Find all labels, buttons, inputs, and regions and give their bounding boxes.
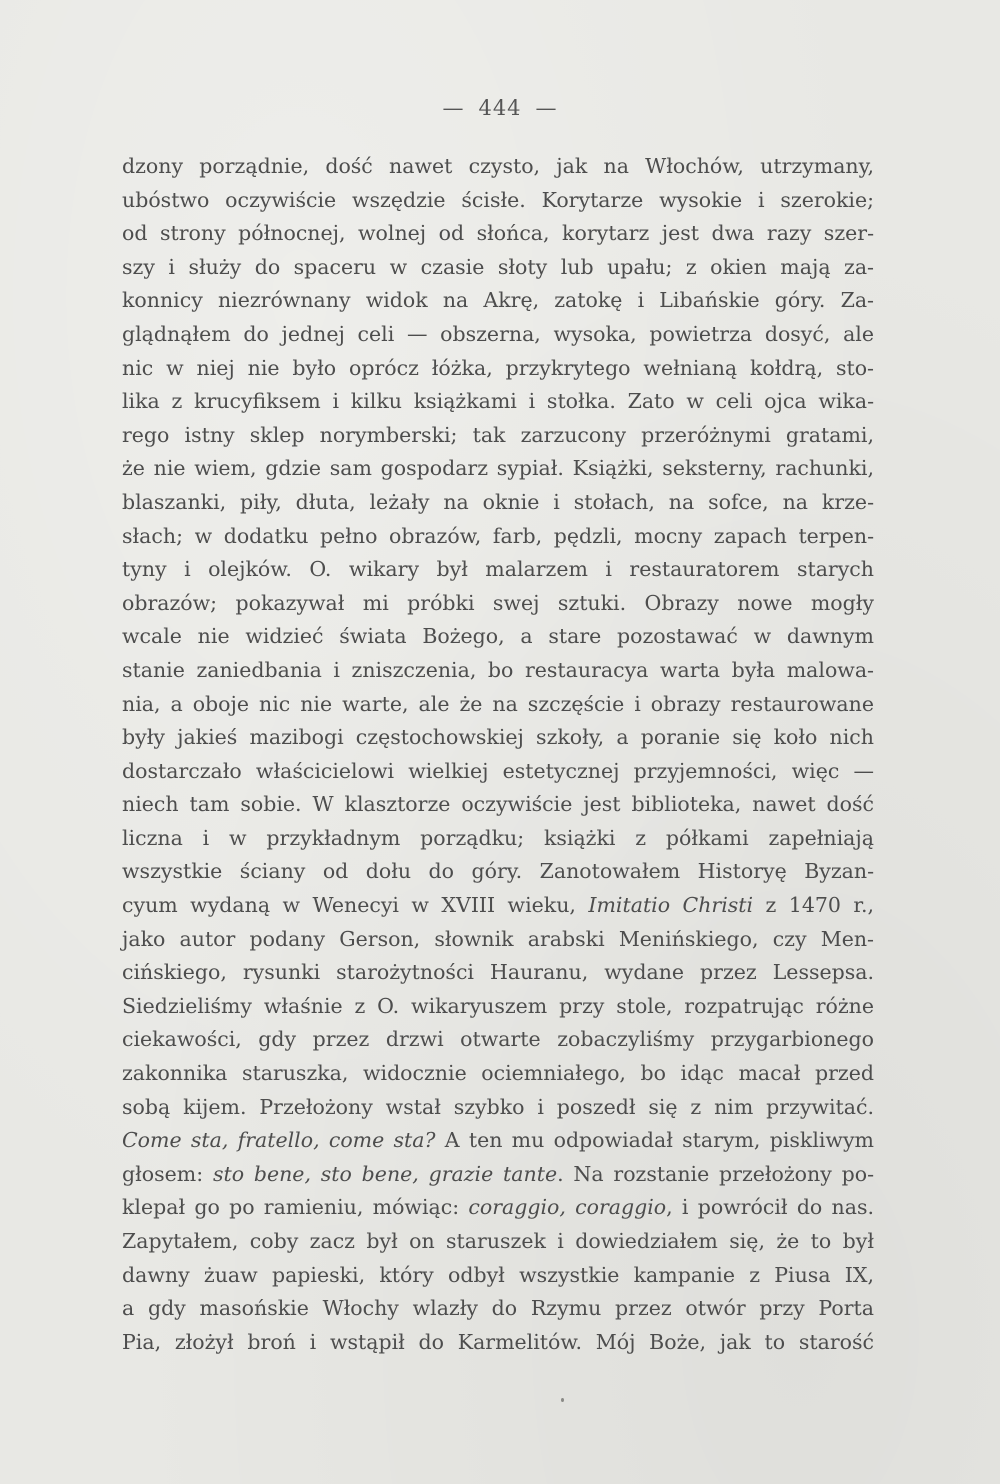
text-line: dawny żuaw papieski, który odbył wszystkie kampanie z Piusa IX, xyxy=(122,1262,874,1287)
text-line: nic w niej nie było oprócz łóżka, przykrytego wełnianą kołdrą, sto- xyxy=(122,355,874,380)
text-line: wszystkie ściany od dołu do góry. Zanotowałem Historyę Byzan- xyxy=(122,859,874,884)
text-line: ciekawości, gdy przez drzwi otwarte zobaczyliśmy przygarbionego xyxy=(122,1027,874,1052)
text-line: glądnąłem do jednej celi — obszerna, wysoka, powietrza dosyć, ale xyxy=(122,321,874,346)
text-line: obrazów; pokazywał mi próbki swej sztuki. Obrazy nowe mogły xyxy=(122,590,874,615)
page-number-dash-right: — xyxy=(535,96,558,120)
text-line: były jakieś mazibogi częstochowskiej szkoły, a poranie się koło nich xyxy=(122,725,874,750)
text-line: blaszanki, piły, dłuta, leżały na oknie i stołach, na sofce, na krze- xyxy=(122,489,874,514)
text-line: cińskiego, rysunki starożytności Hauranu, wydane przez Lessepsa. xyxy=(122,960,874,985)
text-line: Zapytałem, coby zacz był on staruszek i dowiedziałem się, że to był xyxy=(122,1229,874,1253)
text-line: niech tam sobie. W klasztorze oczywiście jest biblioteka, nawet dość xyxy=(122,792,874,817)
text-line: lika z krucyfiksem i kilku książkami i stołka. Zato w celi ojca wika- xyxy=(122,389,874,414)
text-line: dostarczało właścicielowi wielkiej estetycznej przyjemności, więc — xyxy=(122,758,874,783)
text-line: konnicy niezrównany widok na Akrę, zatokę i Libańskie góry. Za- xyxy=(122,288,874,313)
body-text xyxy=(122,150,874,1359)
text-line: jako autor podany Gerson, słownik arabski Menińskiego, czy Men- xyxy=(122,926,874,951)
text-line: klepał go po ramieniu, mówiąc: coraggio, coraggio, i powrócił do nas. xyxy=(122,1195,874,1220)
text-line: cyum wydaną w Wenecyi w XVIII wieku, Imitatio Christi z 1470 r., xyxy=(122,893,874,918)
page-number-dash-left: — xyxy=(442,96,465,120)
text-line: tyny i olejków. O. wikary był malarzem i restauratorem starych xyxy=(122,557,874,582)
text-line: liczna i w przykładnym porządku; książki z półkami zapełniają xyxy=(122,825,874,850)
text-line: rego istny sklep norymberski; tak zarzucony przeróżnymi gratami, xyxy=(122,422,874,447)
text-line: Siedzieliśmy właśnie z O. wikaryuszem przy stole, rozpatrując różne xyxy=(122,993,874,1018)
text-line: od strony północnej, wolnej od słońca, korytarz jest dwa razy szer- xyxy=(122,221,874,246)
text-line: ubóstwo oczywiście wszędzie ścisłe. Korytarze wysokie i szerokie; xyxy=(122,187,874,212)
text-line: wcale nie widzieć świata Bożego, a stare pozostawać w dawnym xyxy=(122,624,874,649)
paper-speck xyxy=(561,1398,564,1402)
text-line: Come sta, fratello, come sta? A ten mu odpowiadał starym, piskliwym xyxy=(122,1128,875,1153)
text-line: szy i służy do spaceru w czasie słoty lub upału; z okien mają za- xyxy=(122,254,874,279)
text-line: zakonnika staruszka, widocznie ociemniałego, bo idąc macał przed xyxy=(122,1061,874,1086)
text-line: głosem: sto bene, sto bene, grazie tante. Na rozstanie przełożony po- xyxy=(122,1161,874,1186)
text-line: Pia, złożył broń i wstąpił do Karmelitów. Mój Boże, jak to starość xyxy=(122,1329,874,1354)
page-number-header xyxy=(0,96,1000,120)
page-number: 444 xyxy=(478,96,522,120)
text-line: sobą kijem. Przełożony wstał szybko i poszedł się z nim przywitać. xyxy=(122,1094,874,1119)
text-line: dzony porządnie, dość nawet czysto, jak na Włochów, utrzymany, xyxy=(122,154,874,178)
text-line: a gdy masońskie Włochy wlazły do Rzymu przez otwór przy Porta xyxy=(122,1296,874,1321)
text-line: nia, a oboje nic nie warte, ale że na szczęście i obrazy restaurowane xyxy=(122,691,874,716)
text-line: słach; w dodatku pełno obrazów, farb, pędzli, mocny zapach terpen- xyxy=(122,523,874,548)
text-line: stanie zaniedbania i zniszczenia, bo restauracya warta była malowa- xyxy=(122,657,874,682)
text-line: że nie wiem, gdzie sam gospodarz sypiał. Książki, seksterny, rachunki, xyxy=(122,456,874,481)
